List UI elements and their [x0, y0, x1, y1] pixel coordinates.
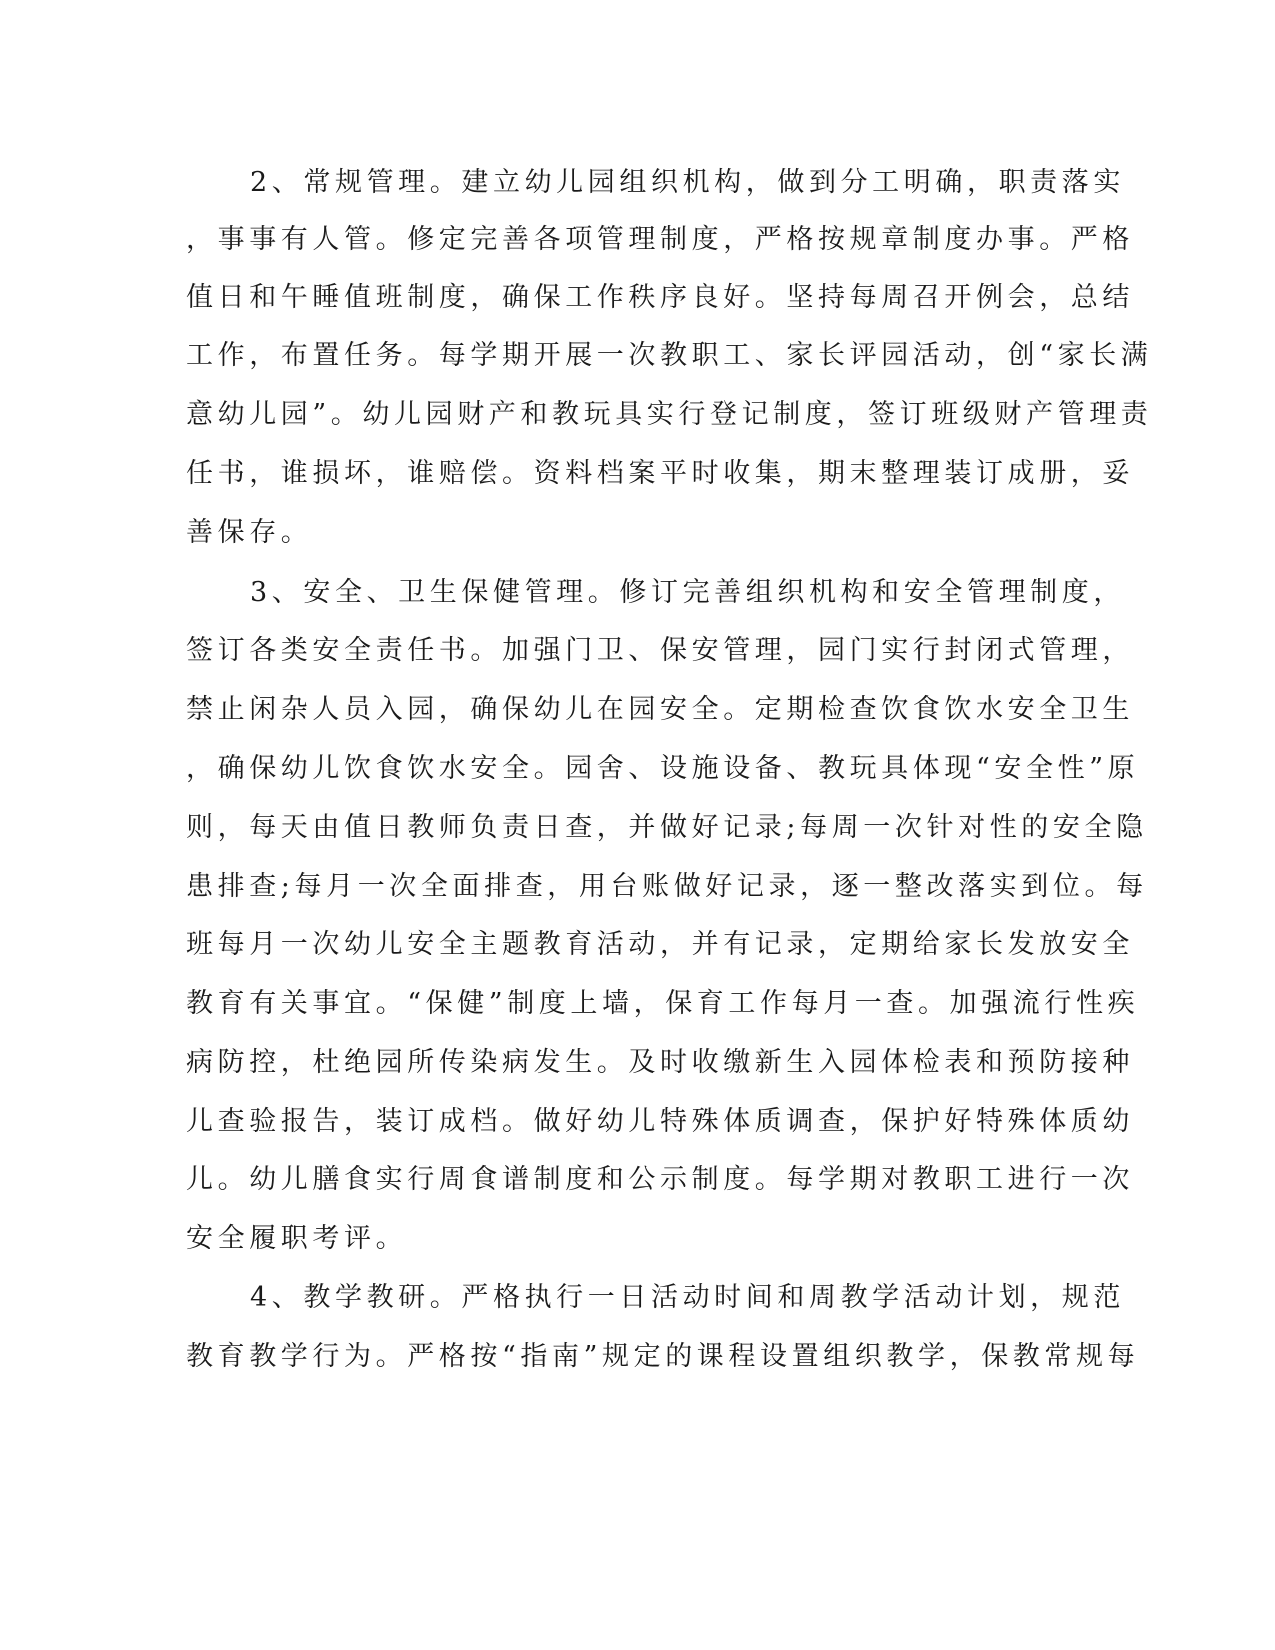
paragraph-4-line-1: 4、教学教研。严格执行一日活动时间和周教学活动计划，规范: [250, 1282, 1125, 1313]
paragraph-2-line-4: 工作，布置任务。每学期开展一次教职工、家长评园活动，创“家长满: [186, 340, 1153, 371]
paragraph-2-line-1: 2、常规管理。建立幼儿园组织机构，做到分工明确，职责落实: [250, 167, 1125, 198]
paragraph-2-line-3: 值日和午睡值班制度，确保工作秩序良好。坚持每周召开例会，总结: [186, 282, 1134, 313]
paragraph-2-line-5: 意幼儿园”。幼儿园财产和教玩具实行登记制度，签订班级财产管理责: [186, 399, 1153, 430]
paragraph-3-line-10: 儿查验报告，装订成档。做好幼儿特殊体质调查，保护好特殊体质幼: [186, 1106, 1134, 1137]
paragraph-2-line-7: 善保存。: [186, 517, 313, 548]
paragraph-3-line-12: 安全履职考评。: [186, 1223, 408, 1254]
paragraph-2-line-2: ，事事有人管。修定完善各项管理制度，严格按规章制度办事。严格: [186, 224, 1134, 255]
paragraph-3-line-5: 则，每天由值日教师负责日查，并做好记录;每周一次针对性的安全隐: [186, 812, 1148, 843]
paragraph-3-line-1: 3、安全、卫生保健管理。修订完善组织机构和安全管理制度，: [250, 577, 1125, 608]
paragraph-3-line-11: 儿。幼儿膳食实行周食谱制度和公示制度。每学期对教职工进行一次: [186, 1164, 1134, 1195]
paragraph-3-line-6: 患排查;每月一次全面排查，用台账做好记录，逐一整改落实到位。每: [186, 871, 1148, 902]
paragraph-3-line-4: ，确保幼儿饮食饮水安全。园舍、设施设备、教玩具体现“安全性”原: [186, 753, 1140, 784]
paragraph-3-line-8: 教育有关事宜。“保健”制度上墙，保育工作每月一查。加强流行性疾: [186, 988, 1140, 1019]
paragraph-3-line-7: 班每月一次幼儿安全主题教育活动，并有记录，定期给家长发放安全: [186, 929, 1134, 960]
paragraph-4-line-2: 教育教学行为。严格按“指南”规定的课程设置组织教学，保教常规每: [186, 1341, 1140, 1372]
paragraph-3-line-9: 病防控，杜绝园所传染病发生。及时收缴新生入园体检表和预防接种: [186, 1047, 1134, 1078]
paragraph-2-line-6: 任书，谁损坏，谁赔偿。资料档案平时收集，期末整理装订成册，妥: [186, 458, 1134, 489]
paragraph-3-line-3: 禁止闲杂人员入园，确保幼儿在园安全。定期检查饮食饮水安全卫生: [186, 694, 1134, 725]
paragraph-3-line-2: 签订各类安全责任书。加强门卫、保安管理，园门实行封闭式管理，: [186, 635, 1134, 666]
